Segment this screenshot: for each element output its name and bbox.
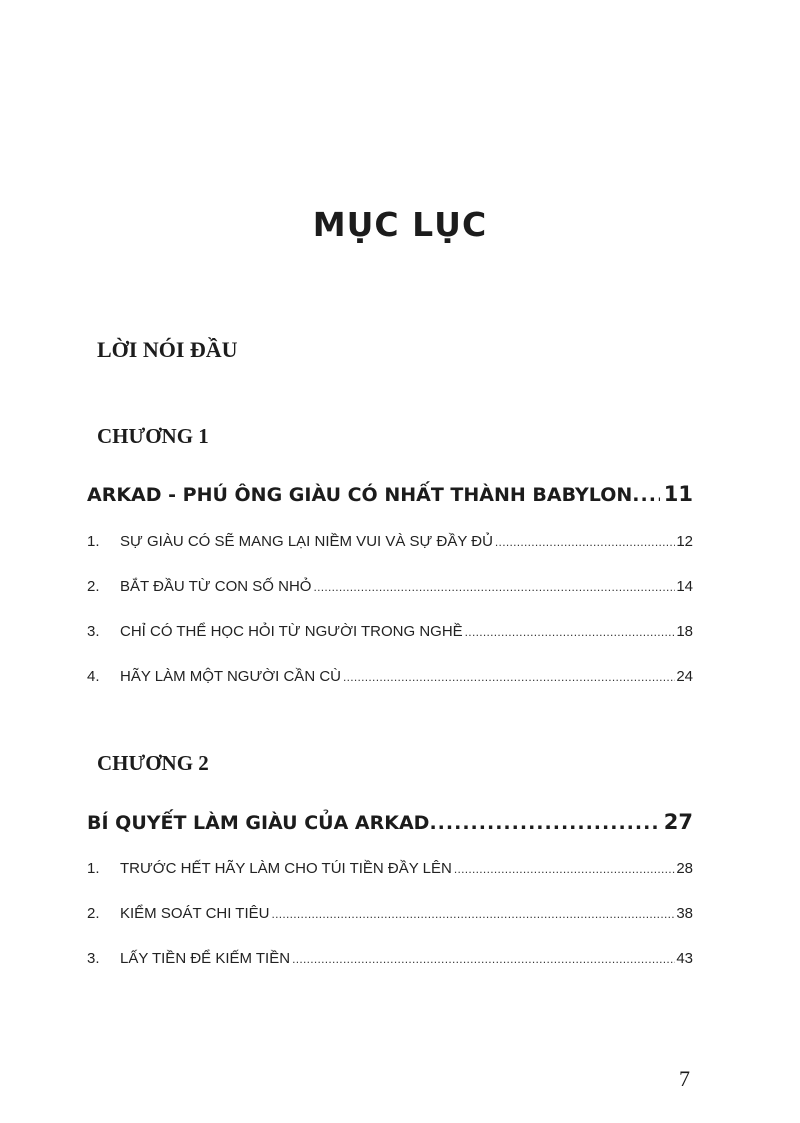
entry-number: 2. <box>87 578 100 595</box>
dot-leader <box>313 578 675 595</box>
dot-leader <box>632 484 660 506</box>
page-number: 38 <box>676 905 693 922</box>
entry-number: 2. <box>87 905 100 922</box>
page-number: 24 <box>676 668 693 685</box>
entry-label: CHỈ CÓ THỂ HỌC HỎI TỪ NGƯỜI TRONG NGHỀ <box>120 623 463 640</box>
page-number: 14 <box>676 578 693 595</box>
dot-leader <box>271 905 675 922</box>
page-folio: 7 <box>679 1066 690 1091</box>
dot-leader <box>465 623 676 640</box>
toc-entry <box>87 533 693 550</box>
entry-number: 4. <box>87 668 100 685</box>
entry-label: LẤY TIỀN ĐỂ KIẾM TIỀN <box>120 950 291 967</box>
toc-entry <box>87 950 693 967</box>
toc-entry <box>87 860 693 877</box>
page-number: 12 <box>676 533 693 550</box>
dot-leader <box>343 668 675 685</box>
chapter-2-title-entry <box>87 810 693 834</box>
toc-entry <box>87 623 693 640</box>
page-number: 11 <box>663 482 693 506</box>
entry-number: 3. <box>87 950 100 967</box>
dot-leader <box>495 533 675 550</box>
chapter-1-title-entry <box>87 482 693 506</box>
chapter-title: BÍ QUYẾT LÀM GIÀU CỦA ARKAD <box>87 812 430 834</box>
toc-entry <box>87 905 693 922</box>
dot-leader <box>454 860 675 877</box>
chapter-title: ARKAD - PHÚ ÔNG GIÀU CÓ NHẤT THÀNH BABYLON <box>87 484 633 506</box>
entry-number: 1. <box>87 533 100 550</box>
toc-title: MỤC LỤC <box>312 205 488 244</box>
entry-label: HÃY LÀM MỘT NGƯỜI CẦN CÙ <box>120 668 341 685</box>
entry-number: 3. <box>87 623 100 640</box>
toc-entry <box>87 578 693 595</box>
entry-label: KIỂM SOÁT CHI TIÊU <box>120 905 270 922</box>
entry-number: 1. <box>87 860 100 877</box>
toc-entry <box>87 668 693 685</box>
page-number: 18 <box>676 623 693 640</box>
intro-heading: LỜI NÓI ĐẦU <box>97 337 238 362</box>
page-number: 28 <box>676 860 693 877</box>
page-number: 27 <box>663 810 693 834</box>
entry-label: BẮT ĐẦU TỪ CON SỐ NHỎ <box>120 578 312 595</box>
chapter-2-heading: CHƯƠNG 2 <box>97 751 209 775</box>
dot-leader <box>429 812 659 834</box>
page-number: 43 <box>676 950 693 967</box>
chapter-1-heading: CHƯƠNG 1 <box>97 424 209 448</box>
entry-label: TRƯỚC HẾT HÃY LÀM CHO TÚI TIỀN ĐẦY LÊN <box>120 860 452 877</box>
dot-leader <box>292 950 675 967</box>
entry-label: SỰ GIÀU CÓ SẼ MANG LẠI NIỀM VUI VÀ SỰ ĐẦY ĐỦ <box>120 533 493 550</box>
